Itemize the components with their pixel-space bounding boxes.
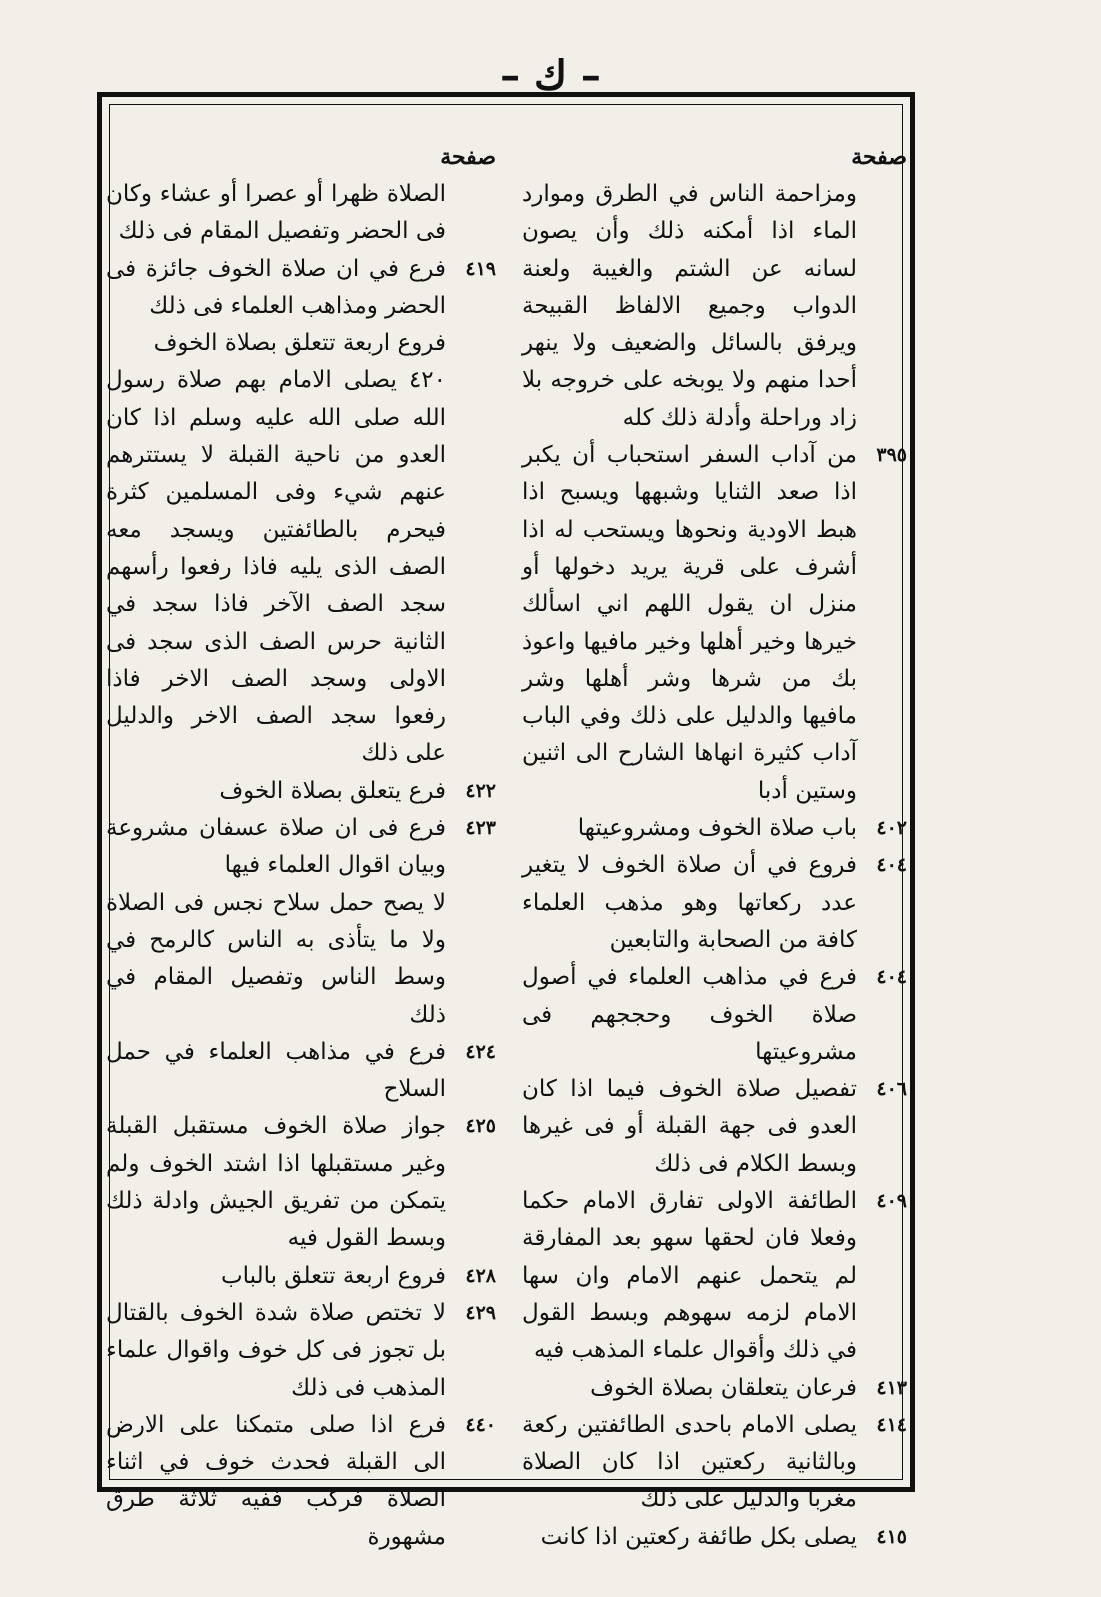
index-entry xyxy=(106,362,496,772)
index-entry xyxy=(106,1407,496,1556)
page-ref-number: ٤١٤ xyxy=(876,1413,907,1436)
entry-list xyxy=(522,176,907,1556)
entry-text: فروع اربعة تتعلق بصلاة الخوف xyxy=(153,330,446,357)
entry-text: لا يصح حمل سلاح نجس فى الصلاة ولا ما يتأذى به الناس كالرمح في وسط الناس وتفصيل المقام في ذلك xyxy=(106,889,446,1028)
index-entry xyxy=(522,1183,907,1369)
entry-text: يصلى بكل طائفة ركعتين اذا كانت xyxy=(540,1523,857,1550)
entry-text: الطائفة الاولى تفارق الامام حكما وفعلا فان لحقها سهو بعد المفارقة لم يتحمل عنهم الامام وان سها الامام لزمه سهوهم وبسط القول في ذلك وأقوال علماء المذهب فيه xyxy=(522,1188,857,1364)
index-entry xyxy=(106,251,496,326)
page-ref-number: ٤٤٠ xyxy=(465,1413,496,1436)
entry-text: فرع في مذاهب العلماء في حمل السلاح xyxy=(106,1038,446,1103)
entry-text: الصلاة ظهرا أو عصرا أو عشاء وكان فى الحضر وتفصيل المقام فى ذلك xyxy=(106,181,446,245)
column-header: صفحة xyxy=(851,144,907,170)
index-entry xyxy=(522,1071,907,1183)
index-entry xyxy=(522,810,907,847)
page-ref-number: ٤٠٤ xyxy=(876,966,907,989)
entry-text: فرع يتعلق بصلاة الخوف xyxy=(219,777,446,804)
index-entry xyxy=(522,959,907,1071)
entry-text: لا تختص صلاة شدة الخوف بالقتال بل تجوز فى كل خوف واقوال علماء المذهب فى ذلك xyxy=(106,1299,446,1401)
column-header: صفحة xyxy=(440,144,496,170)
page-ref-number: ٤١٥ xyxy=(876,1525,907,1548)
entry-list xyxy=(106,176,496,1556)
index-entry xyxy=(522,1407,907,1519)
entry-text: تفصيل صلاة الخوف فيما اذا كان العدو فى جهة القبلة أو فى غيرها وبسط الكلام فى ذلك xyxy=(522,1076,857,1177)
index-entry xyxy=(106,810,496,885)
entry-text: فروع اربعة تتعلق بالباب xyxy=(220,1262,446,1289)
index-entry xyxy=(522,1519,907,1556)
index-entry xyxy=(522,847,907,959)
index-entry xyxy=(106,1034,496,1109)
index-entry xyxy=(106,1258,496,1295)
index-entry xyxy=(106,773,496,810)
page-ref-number: ٤٠٤ xyxy=(876,854,907,877)
index-entry xyxy=(106,1108,496,1257)
index-entry xyxy=(106,885,496,1034)
index-entry xyxy=(522,176,907,437)
entry-text: فرع اذا صلى متمكنا على الارض الى القبلة فحدث خوف في اثناء الصلاة فركب ففيه ثلاثة طرق مشهورة xyxy=(106,1411,446,1550)
page-ref-number: ٤٠٢ xyxy=(876,817,907,840)
left-column xyxy=(106,138,496,1556)
entry-text: فرع فى ان صلاة عسفان مشروعة وبيان اقوال العلماء فيها xyxy=(106,815,446,879)
page-ref-number: ٤٢٩ xyxy=(465,1301,496,1324)
index-entry xyxy=(106,325,496,362)
entry-text: ٤٢٠ يصلى الامام بهم صلاة رسول الله صلى الله عليه وسلم اذا كان العدو من ناحية القبلة لا يستترهم عنهم شيء وفى المسلمين كثرة فيحرم بالطائفتين ويسجد معه الصف الذى يليه فاذا رفعوا رأسهم سجد الصف الآخر فاذا سجد في الثانية حرس الصف الذى سجد فى الاولى وسجد الصف الاخر فاذا رفعوا سجد الصف الاخر والدليل على ذلك xyxy=(106,367,446,767)
right-column xyxy=(522,138,907,1556)
page-ref-number: ٣٩٥ xyxy=(876,444,907,467)
page-ref-number: ٤١٩ xyxy=(465,257,496,280)
entry-text: يصلى الامام باحدى الطائفتين ركعة وبالثانية ركعتين اذا كان الصلاة مغربا والدليل على ذلك xyxy=(522,1411,857,1513)
entry-text: فرعان يتعلقان بصلاة الخوف xyxy=(590,1374,857,1401)
entry-text: ومزاحمة الناس في الطرق وموارد الماء اذا أمكنه ذلك وأن يصون لسانه عن الشتم والغيبة ولعنة الدواب وجميع الالفاظ القبيحة ويرفق بالسائل والضعيف ولا ينهر أحدا منهم ولا يوبخه على خروجه بلا زاد وراحلة وأدلة ذلك كله xyxy=(522,181,857,431)
page-ref-number: ٤٠٦ xyxy=(876,1078,907,1101)
page-ref-number: ٤٢٥ xyxy=(465,1115,496,1138)
index-entry xyxy=(106,1295,496,1407)
entry-text: فرع في ان صلاة الخوف جائزة فى الحضر ومذاهب العلماء فى ذلك xyxy=(106,255,446,319)
entry-text: فروع في أن صلاة الخوف لا يتغير عدد ركعاتها وهو مذهب العلماء كافة من الصحابة والتابعين xyxy=(522,852,857,953)
index-entry xyxy=(106,176,496,251)
page-ref-number: ٤٢٨ xyxy=(465,1264,496,1287)
index-entry xyxy=(522,437,907,810)
page-ref-number: ٤٠٩ xyxy=(876,1190,907,1213)
entry-text: جواز صلاة الخوف مستقبل القبلة وغير مستقبلها اذا اشتد الخوف ولم يتمكن من تفريق الجيش وادلة ذلك وبسط القول فيه xyxy=(106,1113,446,1252)
page-ref-number: ٤٢٣ xyxy=(465,817,496,840)
page-ref-number: ٤١٣ xyxy=(876,1376,907,1399)
page-number: – ك – xyxy=(500,52,601,99)
page-ref-number: ٤٢٢ xyxy=(465,779,496,802)
entry-text: فرع في مذاهب العلماء في أصول صلاة الخوف وحججهم فى مشروعيتها xyxy=(522,964,857,1065)
page-ref-number: ٤٢٤ xyxy=(465,1040,496,1063)
entry-text: من آداب السفر استحباب أن يكبر اذا صعد الثنايا وشبهها ويسبح اذا هبط الاودية ونحوها ويستحب له اذا أشرف على قرية يريد دخولها أو منزل ان يقول اللهم اني اسألك خيرها وخير أهلها وخير مافيها واعوذ بك من شرها وشر أهلها وشر مافيها والدليل على ذلك وفي الباب آداب كثيرة انهاها الشارح الى اثنين وستين أدبا xyxy=(522,442,857,804)
entry-text: باب صلاة الخوف ومشروعيتها xyxy=(577,815,857,842)
index-entry xyxy=(522,1370,907,1407)
